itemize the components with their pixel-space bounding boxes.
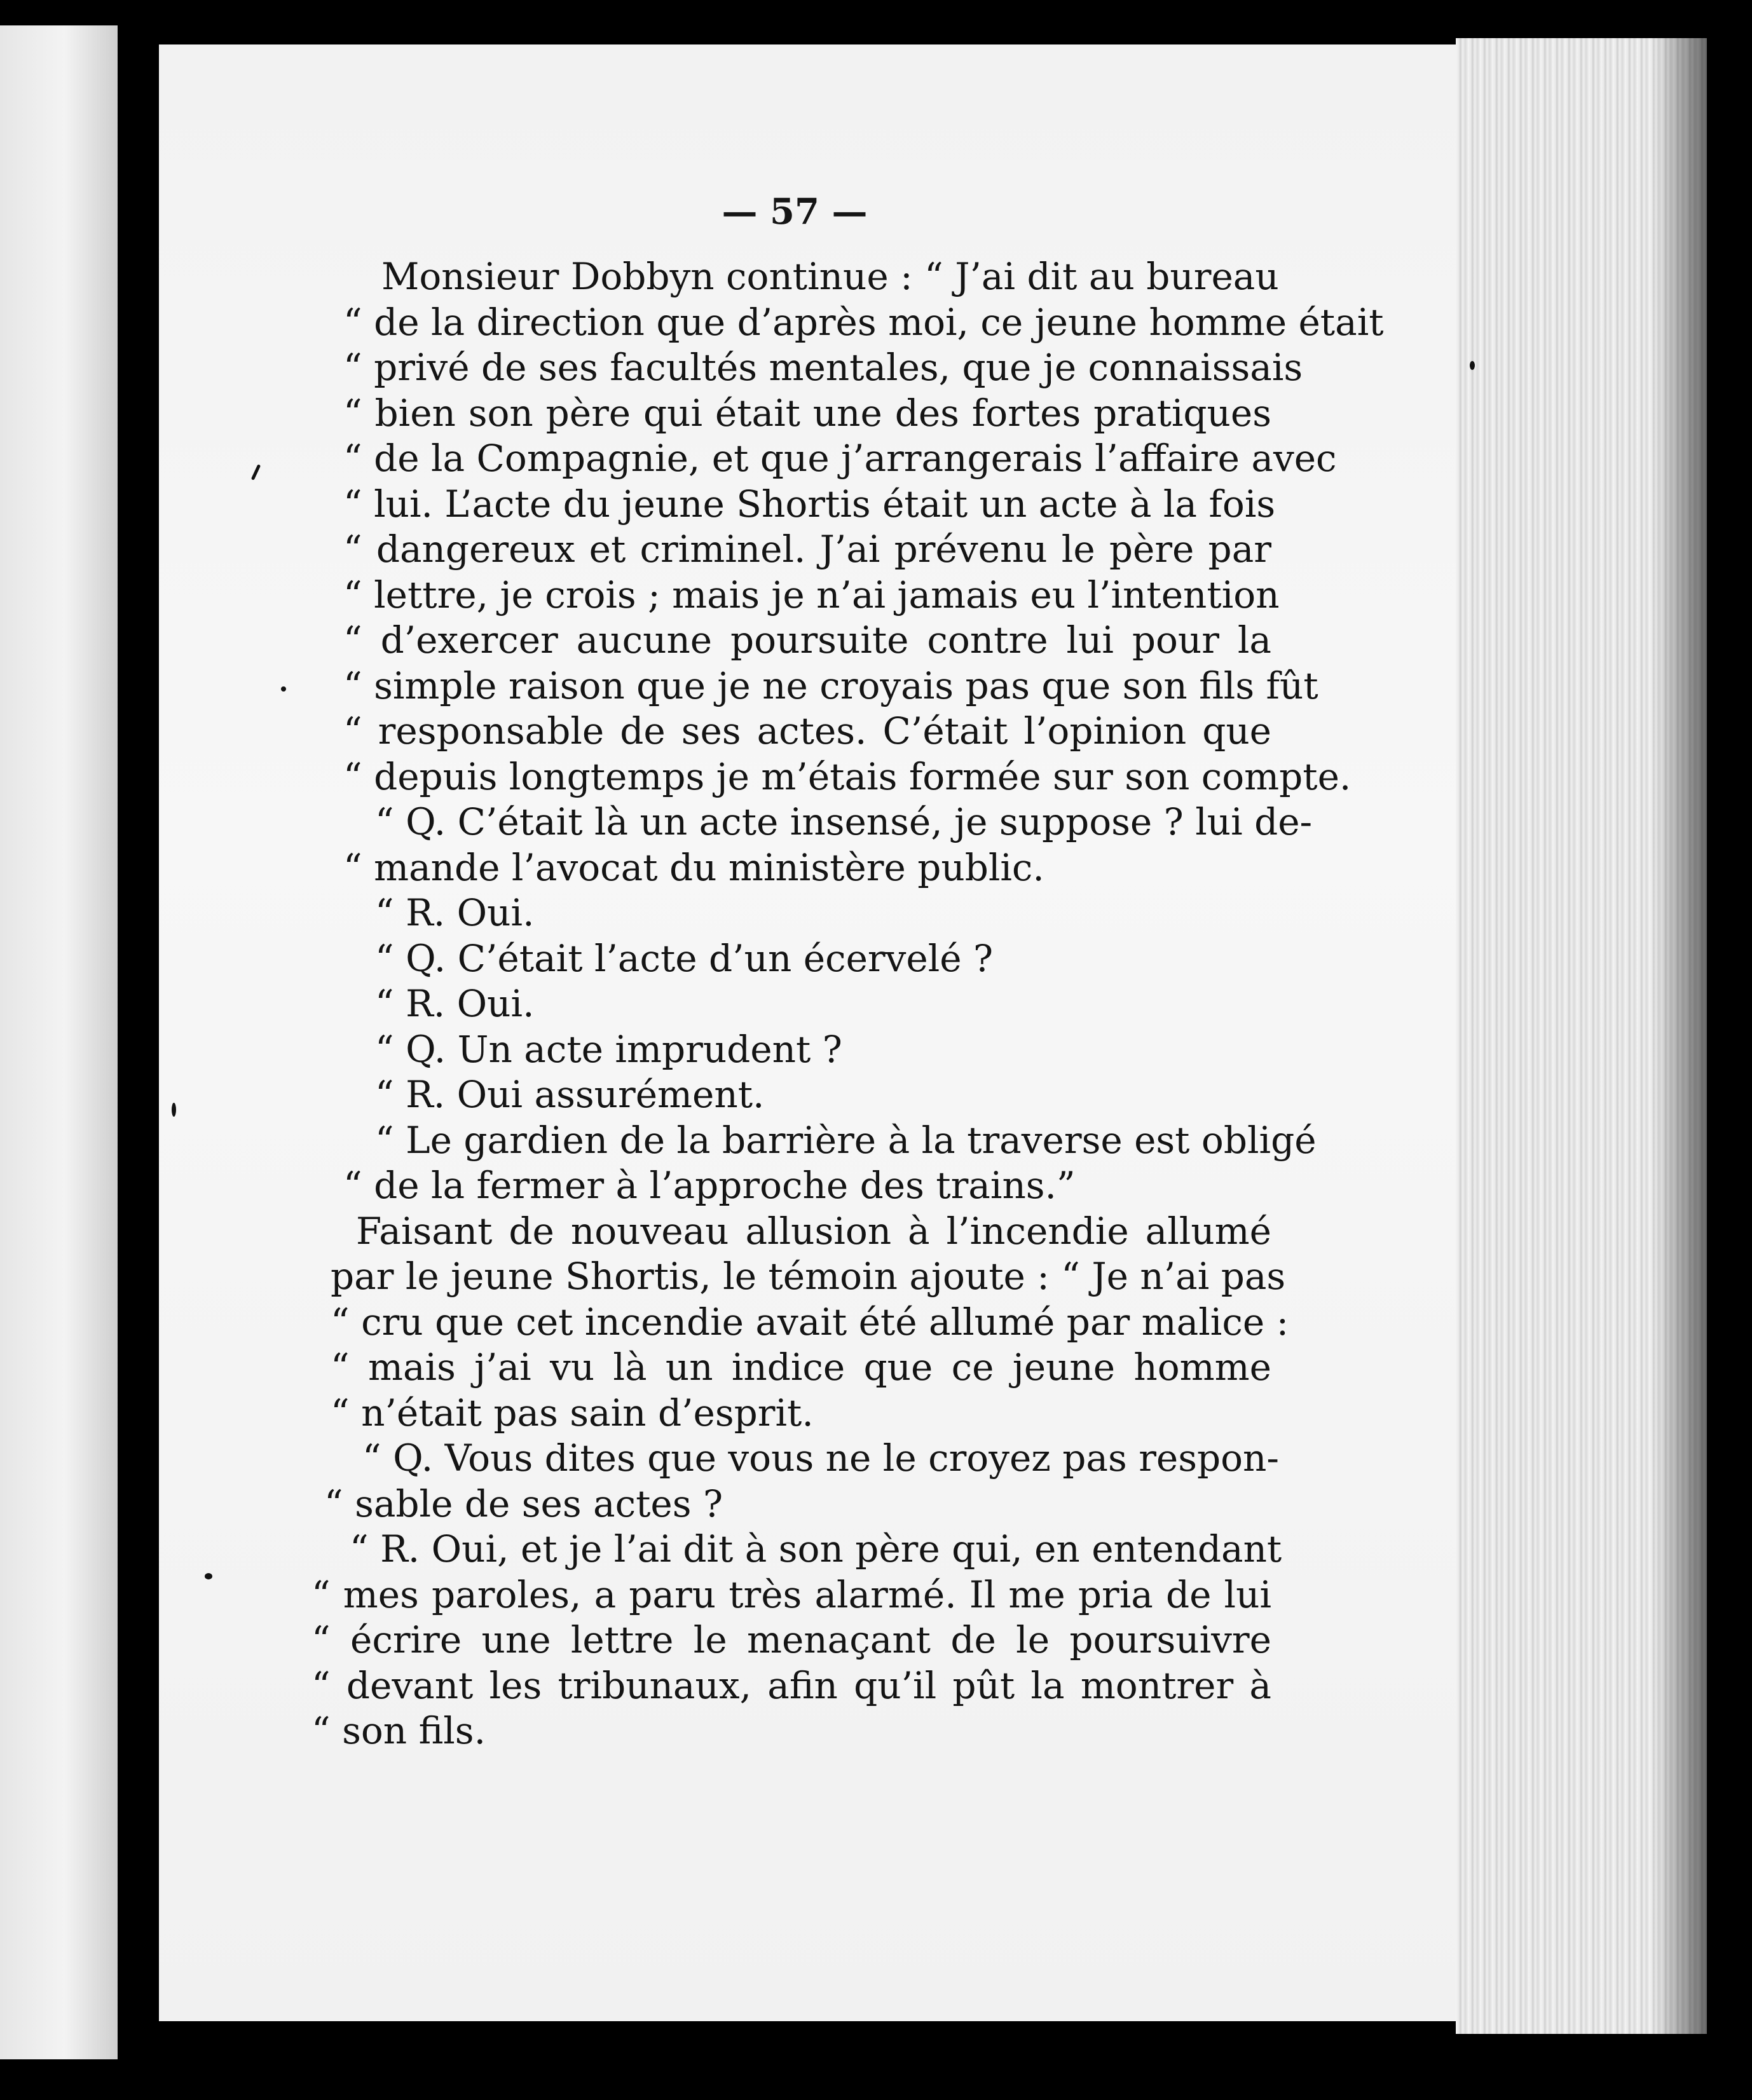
text-line: “ Le gardien de la barrière à la traverse est obligé: [375, 1118, 1317, 1162]
text-line: “ Q. C’était l’acte d’un écervelé ?: [375, 936, 994, 980]
text-line: “ mes paroles, a paru très alarmé. Il me pria de lui: [311, 1572, 1271, 1616]
text-line: “ devant les tribunaux, afin qu’il pût la montrer à: [311, 1663, 1271, 1707]
text-line: “ Q. Un acte imprudent ?: [375, 1027, 842, 1071]
text-line: “ responsable de ses actes. C’était l’opinion que: [343, 709, 1271, 753]
text-line: “ de la fermer à l’approche des trains.”: [343, 1164, 1076, 1207]
text-line: Faisant de nouveau allusion à l’incendie allumé: [356, 1209, 1271, 1253]
text-line: par le jeune Shortis, le témoin ajoute : “ Je n’ai pas: [331, 1255, 1286, 1298]
text-line: “ d’exercer aucune poursuite contre lui pour la: [343, 618, 1271, 662]
text-line: “ sable de ses actes ?: [324, 1482, 723, 1525]
text-line: “ simple raison que je ne croyais pas que son fils fût: [343, 664, 1318, 707]
text-line: “ de la Compagnie, et que j’arrangerais l’affaire avec: [343, 437, 1337, 480]
text-line: “ lettre, je crois ; mais je n’ai jamais eu l’intention: [343, 573, 1280, 617]
text-line: “ R. Oui.: [375, 982, 535, 1025]
text-line: Monsieur Dobbyn continue : “ J’ai dit au bureau: [381, 255, 1279, 298]
text-line: “ de la direction que d’après moi, ce jeune homme était: [343, 300, 1384, 344]
text-line: “ cru que cet incendie avait été allumé par malice :: [331, 1300, 1289, 1344]
ink-speck: [1470, 361, 1475, 370]
ink-speck: [205, 1573, 212, 1579]
text-line: “ mande l’avocat du ministère public.: [343, 845, 1044, 889]
book-gutter: [118, 0, 159, 2100]
text-line: “ mais j’ai vu là un indice que ce jeune homme: [331, 1346, 1271, 1389]
scan-border: [1707, 0, 1752, 2100]
text-line: “ depuis longtemps je m’étais formée sur son compte.: [343, 754, 1352, 798]
page-stack-shadow: [1653, 38, 1707, 2034]
text-line: “ lui. L’acte du jeune Shortis était un acte à la fois: [343, 482, 1276, 526]
text-line: “ son fils.: [311, 1709, 486, 1752]
text-line: “ écrire une lettre le menaçant de le poursuivre: [311, 1618, 1271, 1661]
text-line: “ dangereux et criminel. J’ai prévenu le père par: [343, 528, 1271, 571]
text-line: “ Q. Vous dites que vous ne le croyez pas respon-: [362, 1436, 1280, 1480]
text-line: “ R. Oui, et je l’ai dit à son père qui, en entendant: [350, 1527, 1282, 1571]
text-line: “ Q. C’était là un acte insensé, je suppose ? lui de-: [375, 800, 1313, 843]
ink-speck: [281, 686, 286, 692]
text-line: “ privé de ses facultés mentales, que je connaissais: [343, 346, 1303, 389]
text-line: “ n’était pas sain d’esprit.: [331, 1391, 814, 1435]
text-line: “ R. Oui assurément.: [375, 1073, 765, 1116]
text-line: “ R. Oui.: [375, 891, 535, 934]
left-page-edge: [0, 25, 118, 2059]
ink-speck: [172, 1103, 176, 1117]
body-text: [311, 254, 1384, 1754]
text-line: “ bien son père qui était une des fortes pratiques: [343, 391, 1271, 435]
page-number: — 57 —: [722, 191, 868, 233]
